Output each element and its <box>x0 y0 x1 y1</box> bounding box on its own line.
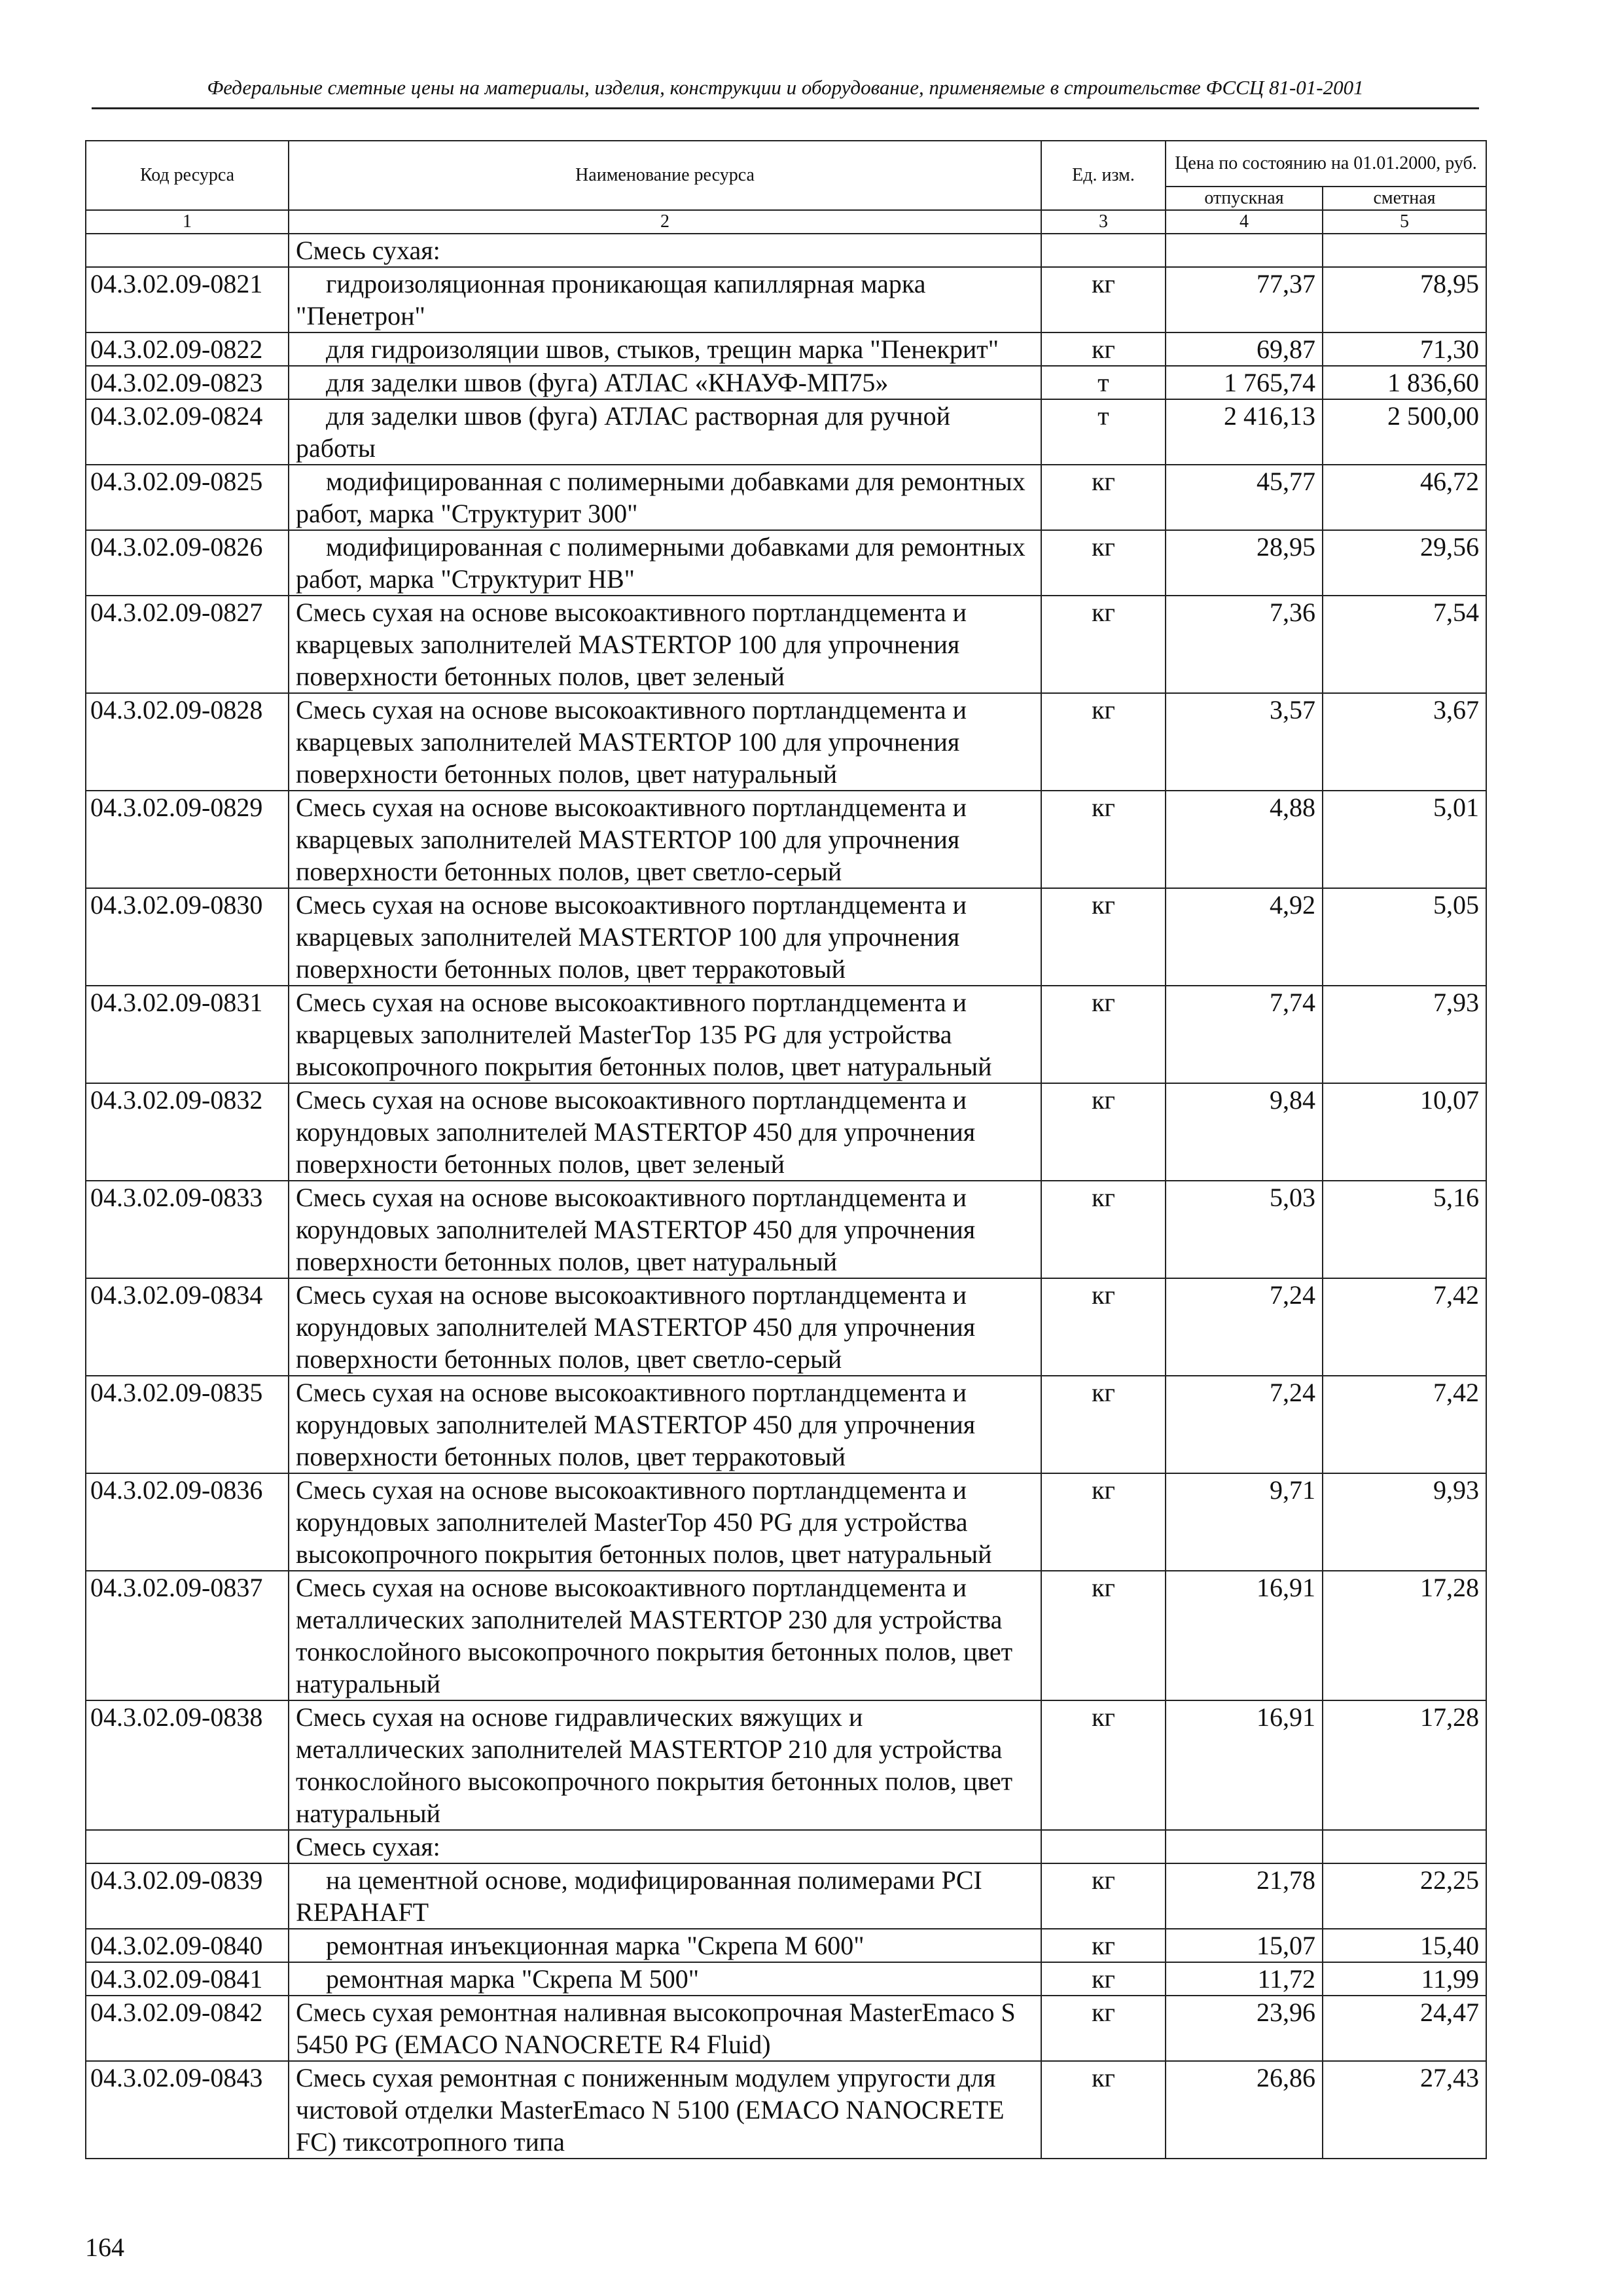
price-release: 16,91 <box>1166 1700 1323 1830</box>
unit-of-measure: кг <box>1041 986 1166 1083</box>
unit-of-measure: кг <box>1041 1929 1166 1962</box>
column-number: 4 <box>1166 210 1323 234</box>
resource-name: Смесь сухая на основе высокоактивного портландцемента и кварцевых заполнителей MASTERTOP 100 для упрочнения поверхности бетонных полов, цвет терракотовый <box>289 888 1041 986</box>
table-row <box>86 1863 1486 1929</box>
price-release: 9,71 <box>1166 1473 1323 1571</box>
col-header-name: Наименование ресурса <box>289 141 1041 210</box>
price-release: 7,36 <box>1166 596 1323 693</box>
page-number: 164 <box>85 2233 124 2262</box>
price-release: 5,03 <box>1166 1181 1323 1278</box>
table-row <box>86 1929 1486 1962</box>
resource-code: 04.3.02.09-0828 <box>86 693 289 791</box>
resource-code: 04.3.02.09-0835 <box>86 1376 289 1473</box>
price-estimate: 27,43 <box>1323 2061 1486 2159</box>
section-title: Смесь сухая: <box>289 234 1041 267</box>
price-estimate: 1 836,60 <box>1323 366 1486 399</box>
column-number: 1 <box>86 210 289 234</box>
table-row <box>86 366 1486 399</box>
price-estimate: 2 500,00 <box>1323 399 1486 465</box>
table-row <box>86 791 1486 888</box>
price-release: 77,37 <box>1166 267 1323 332</box>
resource-name: модифицированная с полимерными добавками для ремонтных работ, марка "Структурит 300" <box>289 465 1041 530</box>
price-release: 2 416,13 <box>1166 399 1323 465</box>
table-row <box>86 693 1486 791</box>
price-estimate: 15,40 <box>1323 1929 1486 1962</box>
section-row <box>86 234 1486 267</box>
price-release: 9,84 <box>1166 1083 1323 1181</box>
resource-code: 04.3.02.09-0829 <box>86 791 289 888</box>
unit-of-measure: кг <box>1041 2061 1166 2159</box>
resource-code: 04.3.02.09-0842 <box>86 1996 289 2061</box>
unit-of-measure: кг <box>1041 791 1166 888</box>
col-header-price-release: отпускная <box>1166 187 1323 210</box>
price-estimate: 46,72 <box>1323 465 1486 530</box>
price-release: 69,87 <box>1166 332 1323 366</box>
price-release: 15,07 <box>1166 1929 1323 1962</box>
unit-of-measure: кг <box>1041 1571 1166 1700</box>
unit-of-measure: кг <box>1041 332 1166 366</box>
table-row <box>86 1962 1486 1996</box>
price-estimate: 5,05 <box>1323 888 1486 986</box>
section-empty-cell <box>1041 234 1166 267</box>
section-empty-cell <box>1041 1830 1166 1863</box>
unit-of-measure: т <box>1041 366 1166 399</box>
resource-name: Смесь сухая на основе высокоактивного портландцемента и металлических заполнителей MASTERTOP 230 для устройства тонкослойного высокопрочного покрытия бетонных полов, цвет натуральный <box>289 1571 1041 1700</box>
unit-of-measure: кг <box>1041 267 1166 332</box>
resource-code: 04.3.02.09-0841 <box>86 1962 289 1996</box>
resource-name: Смесь сухая на основе высокоактивного портландцемента и корундовых заполнителей MASTERTOP 450 для упрочнения поверхности бетонных полов, цвет светло-серый <box>289 1278 1041 1376</box>
section-empty-cell <box>86 234 289 267</box>
unit-of-measure: кг <box>1041 596 1166 693</box>
resource-code: 04.3.02.09-0840 <box>86 1929 289 1962</box>
resource-name: Смесь сухая на основе высокоактивного портландцемента и корундовых заполнителей MASTERTOP 450 для упрочнения поверхности бетонных полов, цвет терракотовый <box>289 1376 1041 1473</box>
column-number: 5 <box>1323 210 1486 234</box>
price-release: 16,91 <box>1166 1571 1323 1700</box>
resource-name: Смесь сухая ремонтная с пониженным модулем упругости для чистовой отделки MasterEmaco N 5100 (EMACO NANOCRETE FC) тиксотропного типа <box>289 2061 1041 2159</box>
price-estimate: 71,30 <box>1323 332 1486 366</box>
section-empty-cell <box>1166 1830 1323 1863</box>
section-empty-cell <box>1323 234 1486 267</box>
price-table <box>85 140 1487 2159</box>
resource-name: модифицированная с полимерными добавками для ремонтных работ, марка "Структурит НВ" <box>289 530 1041 596</box>
section-row <box>86 1830 1486 1863</box>
section-empty-cell <box>1323 1830 1486 1863</box>
page-header: Федеральные сметные цены на материалы, изделия, конструкции и оборудование, применяемые в строительстве ФССЦ 81-01-2001 <box>92 75 1479 109</box>
section-empty-cell <box>1166 234 1323 267</box>
price-release: 7,24 <box>1166 1376 1323 1473</box>
resource-name: Смесь сухая на основе высокоактивного портландцемента и кварцевых заполнителей MasterTop 135 PG для устройства высокопрочного покрытия бетонных полов, цвет натуральный <box>289 986 1041 1083</box>
price-estimate: 7,42 <box>1323 1376 1486 1473</box>
resource-code: 04.3.02.09-0821 <box>86 267 289 332</box>
col-header-code: Код ресурса <box>86 141 289 210</box>
resource-code: 04.3.02.09-0836 <box>86 1473 289 1571</box>
resource-code: 04.3.02.09-0831 <box>86 986 289 1083</box>
table-row <box>86 530 1486 596</box>
price-estimate: 5,01 <box>1323 791 1486 888</box>
unit-of-measure: кг <box>1041 1962 1166 1996</box>
resource-code: 04.3.02.09-0834 <box>86 1278 289 1376</box>
resource-name: Смесь сухая на основе высокоактивного портландцемента и корундовых заполнителей MasterTop 450 PG для устройства высокопрочного покрытия бетонных полов, цвет натуральный <box>289 1473 1041 1571</box>
table-row <box>86 2061 1486 2159</box>
table-row <box>86 986 1486 1083</box>
price-release: 23,96 <box>1166 1996 1323 2061</box>
resource-name: на цементной основе, модифицированная полимерами PCI REPAHAFT <box>289 1863 1041 1929</box>
price-estimate: 7,42 <box>1323 1278 1486 1376</box>
resource-name: Смесь сухая на основе гидравлических вяжущих и металлических заполнителей MASTERTOP 210 для устройства тонкослойного высокопрочного покрытия бетонных полов, цвет натуральный <box>289 1700 1041 1830</box>
price-release: 26,86 <box>1166 2061 1323 2159</box>
resource-code: 04.3.02.09-0822 <box>86 332 289 366</box>
table-row <box>86 1181 1486 1278</box>
price-release: 7,74 <box>1166 986 1323 1083</box>
table-row <box>86 1473 1486 1571</box>
unit-of-measure: кг <box>1041 888 1166 986</box>
price-estimate: 7,54 <box>1323 596 1486 693</box>
table-body <box>86 234 1486 2159</box>
resource-name: для заделки швов (фуга) АТЛАС растворная для ручной работы <box>289 399 1041 465</box>
resource-name: Смесь сухая ремонтная наливная высокопрочная MasterEmaco S 5450 PG (EMACO NANOCRETE R4 Fluid) <box>289 1996 1041 2061</box>
table-row <box>86 1083 1486 1181</box>
column-number: 3 <box>1041 210 1166 234</box>
resource-name: ремонтная инъекционная марка "Скрепа М 600" <box>289 1929 1041 1962</box>
resource-code: 04.3.02.09-0824 <box>86 399 289 465</box>
resource-name: Смесь сухая на основе высокоактивного портландцемента и кварцевых заполнителей MASTERTOP 100 для упрочнения поверхности бетонных полов, цвет светло-серый <box>289 791 1041 888</box>
unit-of-measure: кг <box>1041 1083 1166 1181</box>
unit-of-measure: кг <box>1041 530 1166 596</box>
table-row <box>86 465 1486 530</box>
col-header-price-estimate: сметная <box>1323 187 1486 210</box>
resource-name: для заделки швов (фуга) АТЛАС «КНАУФ-МП75» <box>289 366 1041 399</box>
price-release: 4,88 <box>1166 791 1323 888</box>
price-release: 3,57 <box>1166 693 1323 791</box>
column-number: 2 <box>289 210 1041 234</box>
price-release: 4,92 <box>1166 888 1323 986</box>
price-release: 1 765,74 <box>1166 366 1323 399</box>
resource-name: Смесь сухая на основе высокоактивного портландцемента и кварцевых заполнителей MASTERTOP 100 для упрочнения поверхности бетонных полов, цвет зеленый <box>289 596 1041 693</box>
price-estimate: 78,95 <box>1323 267 1486 332</box>
section-empty-cell <box>86 1830 289 1863</box>
price-estimate: 7,93 <box>1323 986 1486 1083</box>
price-release: 7,24 <box>1166 1278 1323 1376</box>
unit-of-measure: кг <box>1041 1863 1166 1929</box>
unit-of-measure: кг <box>1041 1278 1166 1376</box>
table-row <box>86 596 1486 693</box>
resource-name: Смесь сухая на основе высокоактивного портландцемента и корундовых заполнителей MASTERTOP 450 для упрочнения поверхности бетонных полов, цвет натуральный <box>289 1181 1041 1278</box>
unit-of-measure: кг <box>1041 1376 1166 1473</box>
resource-code: 04.3.02.09-0825 <box>86 465 289 530</box>
table-row <box>86 1700 1486 1830</box>
price-estimate: 17,28 <box>1323 1571 1486 1700</box>
resource-code: 04.3.02.09-0833 <box>86 1181 289 1278</box>
price-estimate: 9,93 <box>1323 1473 1486 1571</box>
resource-name: Смесь сухая на основе высокоактивного портландцемента и кварцевых заполнителей MASTERTOP 100 для упрочнения поверхности бетонных полов, цвет натуральный <box>289 693 1041 791</box>
unit-of-measure: кг <box>1041 465 1166 530</box>
price-release: 21,78 <box>1166 1863 1323 1929</box>
column-number-row <box>86 210 1486 234</box>
price-estimate: 17,28 <box>1323 1700 1486 1830</box>
table-row <box>86 1996 1486 2061</box>
unit-of-measure: кг <box>1041 693 1166 791</box>
price-release: 28,95 <box>1166 530 1323 596</box>
price-estimate: 11,99 <box>1323 1962 1486 1996</box>
table-row <box>86 267 1486 332</box>
section-title: Смесь сухая: <box>289 1830 1041 1863</box>
resource-code: 04.3.02.09-0838 <box>86 1700 289 1830</box>
price-estimate: 10,07 <box>1323 1083 1486 1181</box>
resource-code: 04.3.02.09-0830 <box>86 888 289 986</box>
table-row <box>86 1278 1486 1376</box>
price-estimate: 22,25 <box>1323 1863 1486 1929</box>
unit-of-measure: кг <box>1041 1181 1166 1278</box>
resource-name: для гидроизоляции швов, стыков, трещин марка "Пенекрит" <box>289 332 1041 366</box>
table-row <box>86 399 1486 465</box>
table-header <box>86 141 1486 234</box>
resource-code: 04.3.02.09-0832 <box>86 1083 289 1181</box>
resource-name: гидроизоляционная проникающая капиллярная марка "Пенетрон" <box>289 267 1041 332</box>
table-row <box>86 1376 1486 1473</box>
resource-code: 04.3.02.09-0826 <box>86 530 289 596</box>
col-header-price-group: Цена по состоянию на 01.01.2000, руб. <box>1166 141 1486 187</box>
price-release: 45,77 <box>1166 465 1323 530</box>
resource-code: 04.3.02.09-0837 <box>86 1571 289 1700</box>
resource-code: 04.3.02.09-0823 <box>86 366 289 399</box>
col-header-unit: Ед. изм. <box>1041 141 1166 210</box>
table-row <box>86 888 1486 986</box>
price-estimate: 3,67 <box>1323 693 1486 791</box>
price-estimate: 24,47 <box>1323 1996 1486 2061</box>
table-row <box>86 1571 1486 1700</box>
price-estimate: 5,16 <box>1323 1181 1486 1278</box>
price-release: 11,72 <box>1166 1962 1323 1996</box>
resource-code: 04.3.02.09-0843 <box>86 2061 289 2159</box>
unit-of-measure: кг <box>1041 1996 1166 2061</box>
unit-of-measure: кг <box>1041 1473 1166 1571</box>
resource-code: 04.3.02.09-0839 <box>86 1863 289 1929</box>
unit-of-measure: т <box>1041 399 1166 465</box>
price-estimate: 29,56 <box>1323 530 1486 596</box>
resource-name: ремонтная марка "Скрепа М 500" <box>289 1962 1041 1996</box>
table-row <box>86 332 1486 366</box>
resource-code: 04.3.02.09-0827 <box>86 596 289 693</box>
resource-name: Смесь сухая на основе высокоактивного портландцемента и корундовых заполнителей MASTERTOP 450 для упрочнения поверхности бетонных полов, цвет зеленый <box>289 1083 1041 1181</box>
unit-of-measure: кг <box>1041 1700 1166 1830</box>
